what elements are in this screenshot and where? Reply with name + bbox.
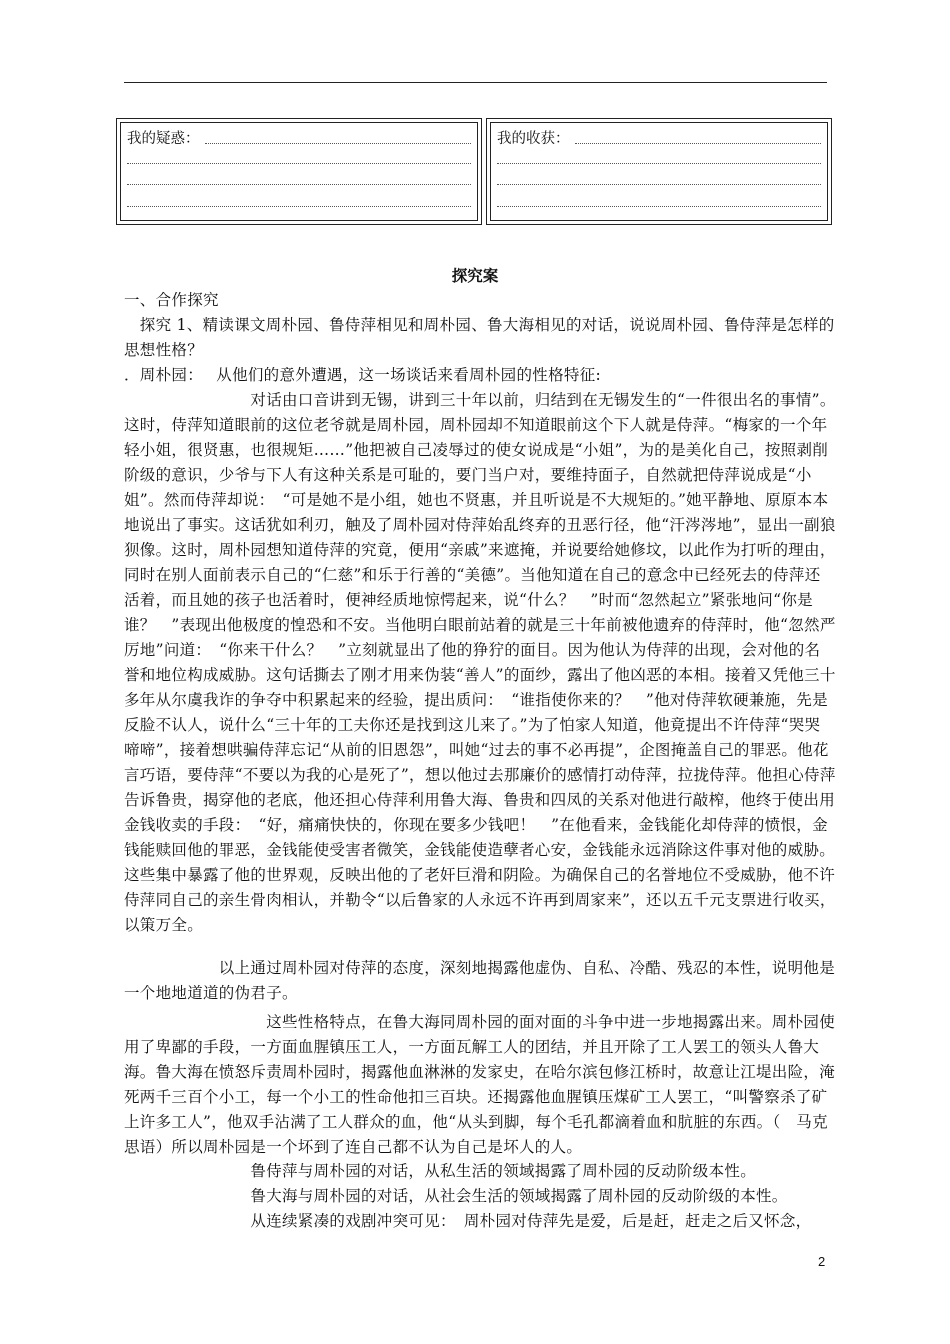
analysis-paragraph-3: 这些性格特点，在鲁大海同周朴园的面对面的斗争中进一步地揭露出来。周朴园使用了卑鄙的手段，一方面血腥镇压工人，一方面瓦解工人的团结，并且开除了工人罢工的领头人鲁大海。鲁大海在愤怒斥责周朴园时，揭露他血淋淋的发家史，在哈尔滨包修江桥时，故意让江堤出险，淹死两千三百个小工，每一个小工的性命他扣三百块。还揭露他血腥镇压煤矿工人罢工，“叫警察杀了矿上许多工人”，他双手沾满了工人群众的血，他“从头到脚，每个毛孔都滴着血和肮脏的东西。（ 马克思语）所以周朴园是一个坏到了连自己都不认为自己是坏人的人。	[124, 1013, 836, 1156]
gains-line[interactable]	[497, 163, 821, 164]
gains-line[interactable]	[575, 143, 821, 144]
heading-cooperative-inquiry: 一、合作探究	[124, 291, 219, 309]
gains-line[interactable]	[497, 184, 821, 185]
inquiry-question: 探究 1、精读课文周朴园、鲁侍萍相见和周朴园、鲁大海相见的对话，说说周朴园、鲁侍萍是怎样的思想性格？	[124, 316, 835, 359]
doubts-line[interactable]	[127, 163, 471, 164]
doubts-line[interactable]	[127, 206, 471, 207]
doubts-line[interactable]	[205, 143, 471, 144]
doubts-box	[116, 118, 482, 225]
doubts-line[interactable]	[127, 184, 471, 185]
gains-line[interactable]	[497, 206, 821, 207]
analysis-paragraph-2: 以上通过周朴园对侍萍的态度，深刻地揭露他虚伪、自私、冷酷、残忍的本性，说明他是一个地地道道的伪君子。	[124, 959, 836, 1002]
reflection-boxes	[116, 118, 832, 227]
gains-box	[486, 118, 832, 225]
analysis-paragraph-4: 鲁侍萍与周朴园的对话，从私生活的领域揭露了周朴园的反动阶级本性。	[124, 1162, 757, 1180]
analysis-paragraph-6: 从连续紧凑的戏剧冲突可见： 周朴园对侍萍先是爱，后是赶，赶走之后又怀念，	[124, 1212, 812, 1230]
analysis-paragraph-5: 鲁大海与周朴园的对话，从社会生活的领域揭露了周朴园的反动阶级的本性。	[124, 1187, 788, 1205]
section-title: 探究案	[451, 267, 499, 285]
gains-label: 我的收获：	[497, 127, 572, 148]
header-rule	[124, 82, 827, 83]
zhou-intro: ．周朴园： 从他们的意外遭遇，这一场谈话来看周朴园的性格特征:	[124, 366, 602, 384]
doubts-label: 我的疑惑：	[127, 127, 202, 148]
page-number: 2	[818, 1254, 826, 1269]
analysis-paragraph-1: 对话由口音讲到无锡，讲到三十年以前，归结到在无锡发生的“一件很出名的事情”。这时，侍萍知道眼前的这位老爷就是周朴园，周朴园却不知道眼前这个下人就是侍萍。“梅家的一个年轻小姐，很贤惠，也很规矩……”他把被自己凌辱过的使女说成是“小姐”，为的是美化自己，按照剥削阶级的意识，少爷与下人有这种关系是可耻的，要门当户对，要维持面子，自然就把侍萍说成是“小姐”。然而侍萍却说： “可是她不是小组，她也不贤惠，并且听说是不大规矩的。”她平静地、原原本本地说出了事实。这话犹如利刃，触及了周朴园对侍萍始乱终弃的丑恶行径，他“汗涔涔地”，显出一副狼狈像。这时，周朴园想知道侍萍的究竟，便用“亲戚”来遮掩，并说要给她修坟，以此作为打听的理由，同时在别人面前表示自己的“仁慈”和乐于行善的“美德”。当他知道在自己的意念中已经死去的侍萍还活着，而且她的孩子也活着时，便神经质地惊愕起来，说“什么？ ”时而“忽然起立”紧张地问“你是谁？ ”表现出他极度的惶恐和不安。当他明白眼前站着的就是三十年前被他遗弃的侍萍时，他“忽然严厉地”问道： “你来干什么？ ”立刻就显出了他的狰狞的面目。因为他认为侍萍的出现，会对他的名誉和地位构成威胁。这句话撕去了刚才用来伪装“善人”的面纱，露出了他凶恶的本相。接着又凭他三十多年从尔虞我诈的争夺中积累起来的经验，提出质问： “谁指使你来的？ ”他对侍萍软硬兼施，先是反脸不认人，说什么“三十年的工夫你还是找到这儿来了。”为了怕家人知道，他竟提出不许侍萍“哭哭啼啼”，接着想哄骗侍萍忘记“从前的旧恩怨”，叫她“过去的事不必再提”，企图掩盖自己的罪恶。他花言巧语，要侍萍“不要以为我的心是死了”，想以他过去那廉价的感情打动侍萍，拉拢侍萍。他担心侍萍告诉鲁贵，揭穿他的老底，他还担心侍萍利用鲁大海、鲁贵和四凤的关系对他进行敲榨，他终于使出用金钱收卖的手段： “好，痛痛快快的，你现在要多少钱吧！ ”在他看来，金钱能化却侍萍的愤恨，金钱能赎回他的罪恶，金钱能使受害者微笑，金钱能使造孽者心安，金钱能永远消除这件事对他的威胁。这些集中暴露了他的世界观，反映出他的了老奸巨滑和阴险。为确保自己的名誉地位不受威胁，他不许侍萍同自己的亲生骨肉相认，并勒令“以后鲁家的人永远不许再到周家来”，还以五千元支票进行收买，以策万全。	[124, 391, 836, 934]
